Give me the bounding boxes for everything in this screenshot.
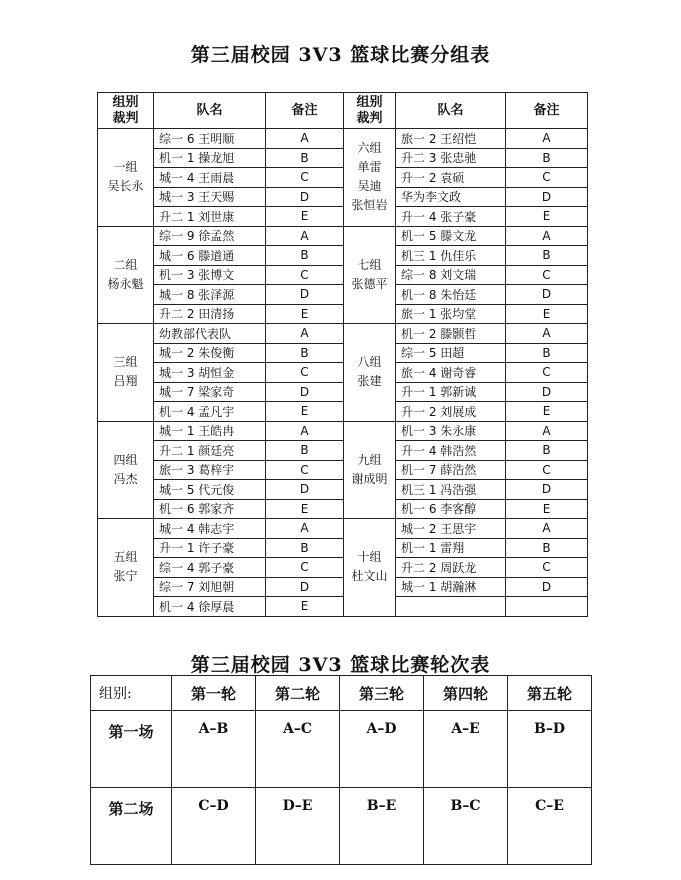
referee-name: 吴长永: [107, 179, 144, 194]
team-slot: E: [266, 402, 344, 422]
team-row: [98, 226, 588, 246]
round-table: [90, 675, 592, 865]
team-slot: A: [266, 421, 344, 441]
team-name: 综一 5 田超: [396, 343, 506, 363]
team-slot: C: [266, 265, 344, 285]
team-row: [98, 538, 588, 558]
team-name: 旅一 3 葛梓宇: [154, 460, 266, 480]
team-name: 综一 8 刘文瑞: [396, 265, 506, 285]
team-row: [98, 402, 588, 422]
group-left-cell: [98, 226, 154, 324]
team-slot: B: [506, 148, 588, 168]
team-name: 机一 4 徐厚晨: [154, 597, 266, 617]
match-name: 第二场: [91, 788, 172, 865]
team-row: [98, 207, 588, 227]
group-right-cell: [344, 324, 396, 422]
header-team-right: 队名: [396, 93, 506, 129]
team-name: 升二 2 田清扬: [154, 304, 266, 324]
round-table-header: [91, 676, 592, 711]
team-name: 机一 6 郭家齐: [154, 499, 266, 519]
team-slot: E: [266, 304, 344, 324]
team-name: 机一 4 孟凡宇: [154, 402, 266, 422]
team-slot: B: [266, 246, 344, 266]
team-name: 机一 6 李客醇: [396, 499, 506, 519]
team-slot: [506, 597, 588, 617]
group-table-title: 第三届校园 3V3 篮球比赛分组表: [190, 44, 491, 66]
team-slot: E: [266, 597, 344, 617]
group-right-cell: [344, 129, 396, 227]
team-name: 升二 3 张忠驰: [396, 148, 506, 168]
team-row: [98, 187, 588, 207]
match-row: [91, 788, 592, 865]
team-row: [98, 343, 588, 363]
team-slot: B: [506, 441, 588, 461]
team-row: [98, 265, 588, 285]
team-name: 华为李文政: [396, 187, 506, 207]
referee-name: 张宁: [113, 569, 138, 584]
team-row: [98, 519, 588, 539]
group-name: 十组: [357, 550, 382, 565]
referee-name: 杜文山: [351, 569, 388, 584]
group-left-cell: [98, 129, 154, 227]
team-slot: A: [506, 226, 588, 246]
team-slot: B: [506, 343, 588, 363]
team-name: 升一 4 韩浩然: [396, 441, 506, 461]
round-header: 第三轮: [340, 676, 424, 711]
referee-name: 杨永魁: [107, 276, 144, 291]
team-slot: A: [506, 519, 588, 539]
team-name: 机三 1 冯浩强: [396, 480, 506, 500]
team-name: 城一 5 代元俊: [154, 480, 266, 500]
team-slot: B: [266, 148, 344, 168]
team-slot: A: [266, 519, 344, 539]
header-note-left: 备注: [266, 93, 344, 129]
team-name: 机一 1 雷翔: [396, 538, 506, 558]
header-note-right: 备注: [506, 93, 588, 129]
referee-name: 谢成明: [351, 471, 388, 486]
team-slot: D: [266, 480, 344, 500]
match-cell: A–C: [256, 711, 340, 788]
team-name: 城一 4 王雨晨: [154, 168, 266, 188]
team-slot: A: [266, 129, 344, 149]
team-name: 旅一 1 张均堂: [396, 304, 506, 324]
team-slot: B: [266, 343, 344, 363]
group-right-cell: [344, 226, 396, 324]
team-name: 机三 1 仇佳乐: [396, 246, 506, 266]
team-row: [98, 148, 588, 168]
team-slot: C: [506, 168, 588, 188]
team-row: [98, 363, 588, 383]
team-slot: B: [506, 246, 588, 266]
team-row: [98, 168, 588, 188]
team-name: 机一 7 薛浩然: [396, 460, 506, 480]
team-row: [98, 441, 588, 461]
team-row: [98, 324, 588, 344]
team-row: [98, 304, 588, 324]
match-cell: D–E: [256, 788, 340, 865]
team-row: [98, 558, 588, 578]
group-left-cell: [98, 421, 154, 519]
team-slot: B: [506, 538, 588, 558]
team-slot: C: [506, 558, 588, 578]
team-name: 城一 3 胡恒金: [154, 363, 266, 383]
team-name: 升二 1 刘世康: [154, 207, 266, 227]
header-ref-label: 裁判: [356, 110, 383, 126]
group-name: 七组: [357, 257, 382, 272]
team-name: 城一 2 朱俊衡: [154, 343, 266, 363]
team-slot: C: [506, 363, 588, 383]
match-cell: C–E: [508, 788, 592, 865]
group-name: 一组: [113, 160, 138, 175]
header-team-left: 队名: [154, 93, 266, 129]
team-slot: A: [506, 421, 588, 441]
round-header: 第一轮: [172, 676, 256, 711]
referee-name: 冯杰: [113, 471, 138, 486]
group-name: 九组: [357, 452, 382, 467]
round-header: 第二轮: [256, 676, 340, 711]
team-slot: C: [266, 460, 344, 480]
team-name: 城一 1 王皓冉: [154, 421, 266, 441]
team-slot: D: [266, 187, 344, 207]
team-name: 城一 7 梁家奇: [154, 382, 266, 402]
team-name: 综一 6 王明顺: [154, 129, 266, 149]
group-name: 三组: [113, 355, 138, 370]
team-row: [98, 480, 588, 500]
group-table: [97, 92, 588, 617]
team-row: [98, 499, 588, 519]
round-label: 组别:: [91, 676, 172, 711]
match-cell: B–D: [508, 711, 592, 788]
match-cell: A–D: [340, 711, 424, 788]
team-slot: D: [506, 577, 588, 597]
match-cell: B–C: [424, 788, 508, 865]
team-name: 旅一 2 王绍恺: [396, 129, 506, 149]
team-slot: D: [266, 382, 344, 402]
team-name: 综一 7 刘旭朝: [154, 577, 266, 597]
team-slot: E: [506, 499, 588, 519]
referee-name: 张德平: [351, 276, 388, 291]
team-name: 升二 1 颜廷亮: [154, 441, 266, 461]
header-group-label: 组别: [112, 94, 139, 110]
team-slot: B: [266, 441, 344, 461]
team-name: 机一 1 操龙旭: [154, 148, 266, 168]
match-cell: C–D: [172, 788, 256, 865]
team-row: [98, 129, 588, 149]
group-right-cell: [344, 519, 396, 617]
team-row: [98, 577, 588, 597]
referee-name: 吕翔: [113, 374, 138, 389]
group-name: 五组: [113, 550, 138, 565]
team-slot: E: [266, 207, 344, 227]
team-name: [396, 597, 506, 617]
header-group-label: 组别: [356, 94, 383, 110]
team-row: [98, 382, 588, 402]
team-slot: E: [266, 499, 344, 519]
team-slot: A: [506, 129, 588, 149]
team-slot: A: [266, 226, 344, 246]
team-slot: D: [266, 285, 344, 305]
team-slot: A: [266, 324, 344, 344]
team-name: 升一 4 张子豪: [396, 207, 506, 227]
referee-name: 张建: [357, 374, 382, 389]
team-name: 城一 4 韩志宇: [154, 519, 266, 539]
match-name: 第一场: [91, 711, 172, 788]
team-slot: C: [266, 558, 344, 578]
round-table-title: 第三届校园 3V3 篮球比赛轮次表: [190, 654, 491, 676]
team-slot: D: [506, 480, 588, 500]
team-name: 综一 9 徐孟然: [154, 226, 266, 246]
team-name: 机一 2 滕颢哲: [396, 324, 506, 344]
header-group-ref-right: [344, 93, 396, 129]
group-name: 八组: [357, 355, 382, 370]
group-name: 六组: [357, 141, 382, 156]
team-slot: C: [506, 460, 588, 480]
group-name: 二组: [113, 257, 138, 272]
match-cell: A–B: [172, 711, 256, 788]
team-slot: D: [506, 382, 588, 402]
group-table-header: [98, 93, 588, 129]
team-name: 升一 1 许子豪: [154, 538, 266, 558]
team-name: 综一 4 郭子豪: [154, 558, 266, 578]
team-row: [98, 285, 588, 305]
team-slot: D: [506, 285, 588, 305]
team-name: 城一 1 胡瀚淋: [396, 577, 506, 597]
team-row: [98, 460, 588, 480]
team-name: 城一 2 王思宇: [396, 519, 506, 539]
team-name: 城一 3 王天赐: [154, 187, 266, 207]
team-name: 幼教部代表队: [154, 324, 266, 344]
group-right-cell: [344, 421, 396, 519]
referee-name: 吴迪: [357, 179, 382, 194]
referee-name: 张恒岩: [351, 198, 388, 213]
team-name: 机一 5 滕文龙: [396, 226, 506, 246]
team-name: 升一 2 袁硕: [396, 168, 506, 188]
team-name: 升一 2 刘展成: [396, 402, 506, 422]
team-row: [98, 421, 588, 441]
team-name: 旅一 4 谢奇睿: [396, 363, 506, 383]
match-cell: A–E: [424, 711, 508, 788]
team-name: 升一 1 郭新诚: [396, 382, 506, 402]
team-slot: D: [266, 577, 344, 597]
team-slot: B: [266, 538, 344, 558]
match-cell: B–E: [340, 788, 424, 865]
header-group-ref-left: [98, 93, 154, 129]
match-row: [91, 711, 592, 788]
referee-name: 单雷: [357, 160, 382, 175]
team-name: 机一 8 朱怡廷: [396, 285, 506, 305]
header-ref-label: 裁判: [112, 110, 139, 126]
team-slot: C: [266, 363, 344, 383]
team-slot: C: [266, 168, 344, 188]
team-name: 机一 3 张博文: [154, 265, 266, 285]
team-name: 城一 6 滕道通: [154, 246, 266, 266]
team-row: [98, 597, 588, 617]
team-slot: A: [506, 324, 588, 344]
team-name: 机一 3 朱永康: [396, 421, 506, 441]
team-row: [98, 246, 588, 266]
group-left-cell: [98, 519, 154, 617]
team-name: 升二 2 周跃龙: [396, 558, 506, 578]
team-name: 城一 8 张泽源: [154, 285, 266, 305]
team-slot: E: [506, 207, 588, 227]
team-slot: D: [506, 187, 588, 207]
group-left-cell: [98, 324, 154, 422]
team-slot: C: [506, 265, 588, 285]
group-name: 四组: [113, 452, 138, 467]
round-header: 第五轮: [508, 676, 592, 711]
team-slot: E: [506, 402, 588, 422]
team-slot: E: [506, 304, 588, 324]
round-header: 第四轮: [424, 676, 508, 711]
